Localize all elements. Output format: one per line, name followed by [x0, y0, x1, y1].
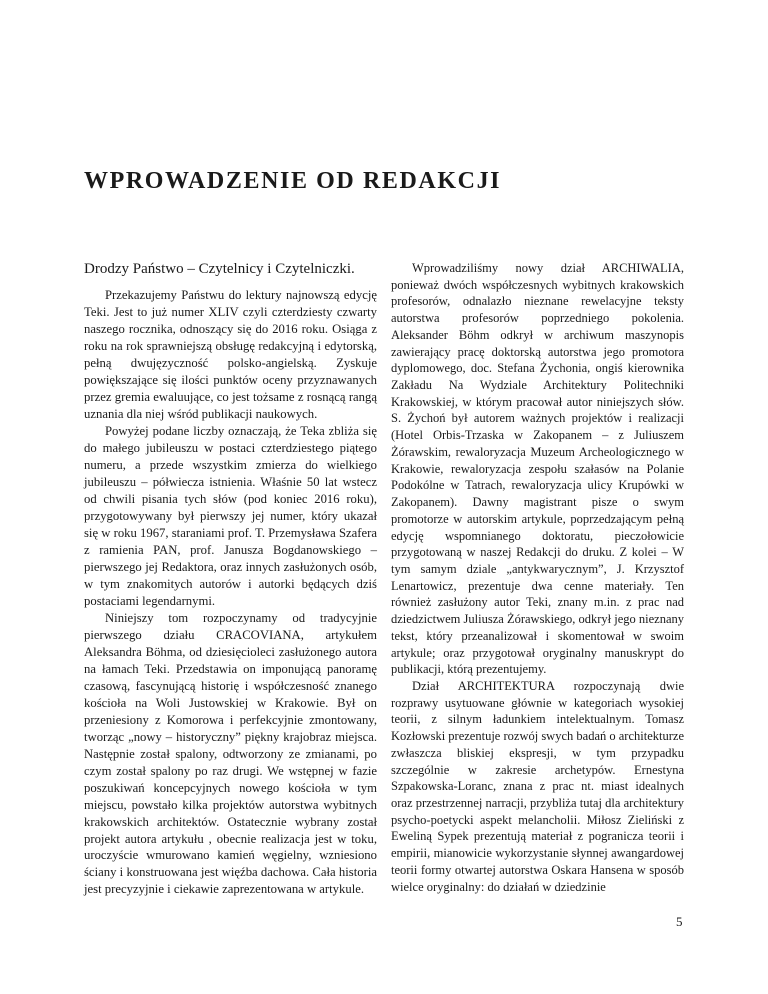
paragraph: Powyżej podane liczby oznaczają, że Teka zbliża się do małego jubileuszu w postaci czterdziestego piątego numeru, a przede wszystkim zmierza do wielkiego jubileuszu – półwiecza istnienia. Właśnie 50 lat wstecz od chwili pisania tych słów (pod koniec 2016 roku), przygotowywany był pierwszy jej numer, który ukazał się w roku 1967, staraniami prof. T. Przemysława Szafera z ramienia PAN, prof. Janusza Bogdanowskiego – pierwszego jej Redaktora, oraz innych zasłużonych osób, w tym znakomitych autorów i autorki będących dziś postaciami legendarnymi. [84, 423, 378, 608]
paragraph: Przekazujemy Państwu do lektury najnowszą edycję Teki. Jest to już numer XLIV czyli czterdziesty czwarty naszego rocznika, odnoszący się do 2016 roku. Osiąga z roku na rok sprawniejszą obsługę redakcyjną i edytorską, pełną dwujęzyczność polsko-angielską. Zyskuje powiększające się ilości punktów oceny przyznawanych przez gremia ewaluujące, co jest tożsame z rosnącą rangą uznania dla niej wśród publikacji naukowych. [84, 288, 377, 421]
greeting-heading: Drodzy Państwo – Czytelnicy i Czytelniczki. [84, 261, 355, 277]
paragraph: Wprowadziliśmy nowy dział ARCHIWALIA, ponieważ dwóch współczesnych wybitnych krakowskich profesorów, odnalazło nieznane rewelacyjne teksty autorstwa profesorów poprzedniego pokolenia. Aleksander Böhm odkrył w archiwum maszynopis zawierający pracę doktorską autorstwa jego promotora dyplomowego, doc. Stefana Żychonia, ongiś kierownika Zakładu Na Wydziale Architektury Politechniki Krakowskiej, w którym pracował autor niniejszych słów. S. Żychoń był autorem ważnych projektów i realizacji (Hotel Orbis-Trzaska w Zakopanem – z Juliuszem Żórawskim, rewaloryzacja Muzeum Archeologicznego w Krakowie, rewaloryzacja zespołu szałasów na Polanie Podokólne w Tatrach, rewaloryzacja ulicy Krupówki w Zakopanem). Dawny magistrant pisze o swym promotorze w autorskim artykule, poprzedzającym pełną edycję wspomnianego doktoratu, pieczołowicie przygotowaną w naszej Redakcji do druku. Z kolei – W tym samym dziale „antykwarycznym”, J. Krzysztof Lenartowicz, prezentuje dwa cenne materiały. Ten również zasłużony autor Teki, znany m.in. z prac nad dziedzictwem Juliusza Żórawskiego, odkrył jego nieznany tekst, który przeanalizował i skomentował w swoim artykule; oraz przygotował oryginalny manuskrypt do publikacji, którą prezentujemy. [391, 261, 684, 677]
right-column [391, 260, 684, 895]
left-column [84, 260, 377, 898]
paragraph: Dział ARCHITEKTURA rozpoczynają dwie rozprawy usytuowane głównie w kategoriach wysokiej teorii, z silnym ładunkiem intelektualnym. Tomasz Kozłowski prezentuje rozwój swych badań o architekturze zwłaszcza bliskiej ekspresji, w tym przypadku szczególnie w zakresie archetypów. Ernestyna Szpakowska-Loranc, znana z prac nt. miast idealnych oraz przestrzennej narracji, przybliża tutaj dla architektury psycho-poetycki aspekt melancholii. Miłosz Zieliński z Eweliną Sypek prezentują materiał z pogranicza teorii i empirii, mianowicie wykorzystanie słynnej awangardowej teorii formy otwartej autorstwa Oskara Hansena w sposób wielce oryginalny: do działań w dziedzinie [391, 678, 684, 894]
page-number: 5 [676, 914, 683, 929]
page-title: WPROWADZENIE OD REDAKCJI [84, 168, 502, 194]
paragraph: Niniejszy tom rozpoczynamy od tradycyjnie pierwszego działu CRACOVIANA, artykułem Aleksandra Böhma, od dziesięcioleci zasłużonego autora na łamach Teki. Przedstawia on imponującą panoramę czasową, fascynującą historię i współczesność znanego kościoła na Woli Justowskiej w Krakowie. Był on przeniesiony z Komorowa i perfekcyjnie zmontowany, tworząc „nowy – historyczny” piękny krajobraz miejsca. Następnie został spalony, odtworzony ze zmianami, po czym został spalony po raz drugi. We wstępnej w fazie poszukiwań koncepcyjnych nowego kościoła w tym miejscu, powstało kilka projektów autorstwa wybitnych krakowskich architektów. Ostatecznie wybrany został projekt autora artykułu , obecnie realizacja jest w toku, uroczyście wmurowano kamień węgielny, wzniesiono ściany i konstruowana jest więźba dachowa. Cała historia jest precyzyjnie i ciekawie zaprezentowana w artykule. [84, 610, 377, 897]
